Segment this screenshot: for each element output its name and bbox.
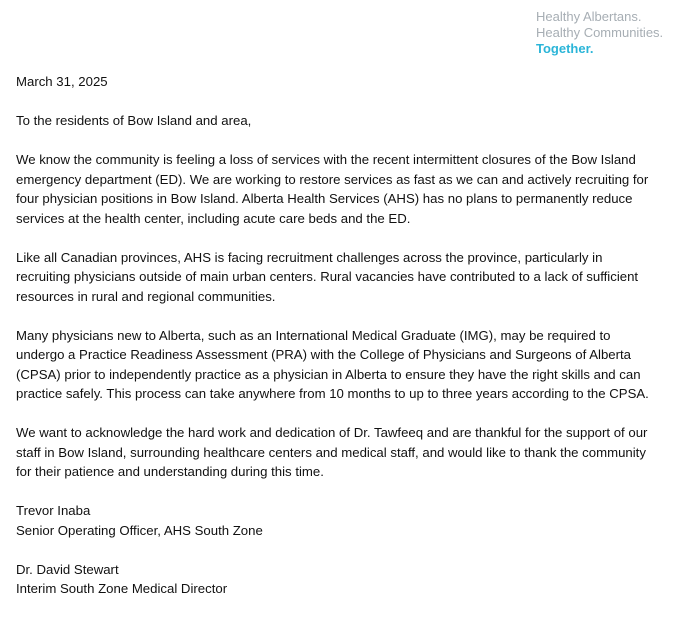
signatory-1-name: Trevor Inaba — [16, 503, 91, 518]
header-tagline — [536, 9, 663, 57]
signature-section — [16, 501, 656, 599]
signatory-2-title: Interim South Zone Medical Director — [16, 581, 228, 596]
signatory-1-title: Senior Operating Officer, AHS South Zone — [16, 522, 263, 538]
tagline-line-1: Healthy Albertans. — [536, 9, 642, 24]
letter-paragraph-1: We know the community is feeling a loss of services with the recent intermittent closures of the Bow Island emergency department (ED). We are working to restore services as fast as we can and actively recruiting for four physician positions in Bow Island. Alberta Health Services (AHS) has no plans to permanently reduce services at the health center, including acute care beds and the ED. — [16, 152, 649, 226]
letter-salutation: To the residents of Bow Island and area, — [16, 113, 252, 128]
signatory-1 — [16, 501, 656, 540]
tagline-line-2: Healthy Communities. — [536, 25, 664, 40]
letter-paragraph-2: Like all Canadian provinces, AHS is facing recruitment challenges across the province, particularly in recruiting physicians outside of main urban centers. Rural vacancies have contributed to a lack of sufficient resources in rural and regional communities. — [16, 249, 639, 304]
signatory-2-name: Dr. David Stewart — [16, 561, 119, 577]
letter-paragraph-3: Many physicians new to Alberta, such as an International Medical Graduate (IMG), may be required to undergo a Practice Readiness Assessment (PRA) with the College of Physicians and Surgeons of Alberta (CPSA) prior to independently practice as a physician in Alberta to ensure they have the right skills and can practice safely. This process can take anywhere from 10 months to up to three years according to the CPSA. — [16, 327, 649, 401]
tagline-line-3: Together. — [536, 41, 594, 56]
signatory-2 — [16, 560, 656, 599]
letter-body — [16, 72, 656, 618]
letter-date: March 31, 2025 — [16, 74, 108, 89]
letter-paragraph-4: We want to acknowledge the hard work and dedication of Dr. Tawfeeq and are thankful for the support of our staff in Bow Island, surrounding healthcare centers and medical staff, and would like to thank the community for their patience and understanding during this time. — [16, 425, 648, 479]
